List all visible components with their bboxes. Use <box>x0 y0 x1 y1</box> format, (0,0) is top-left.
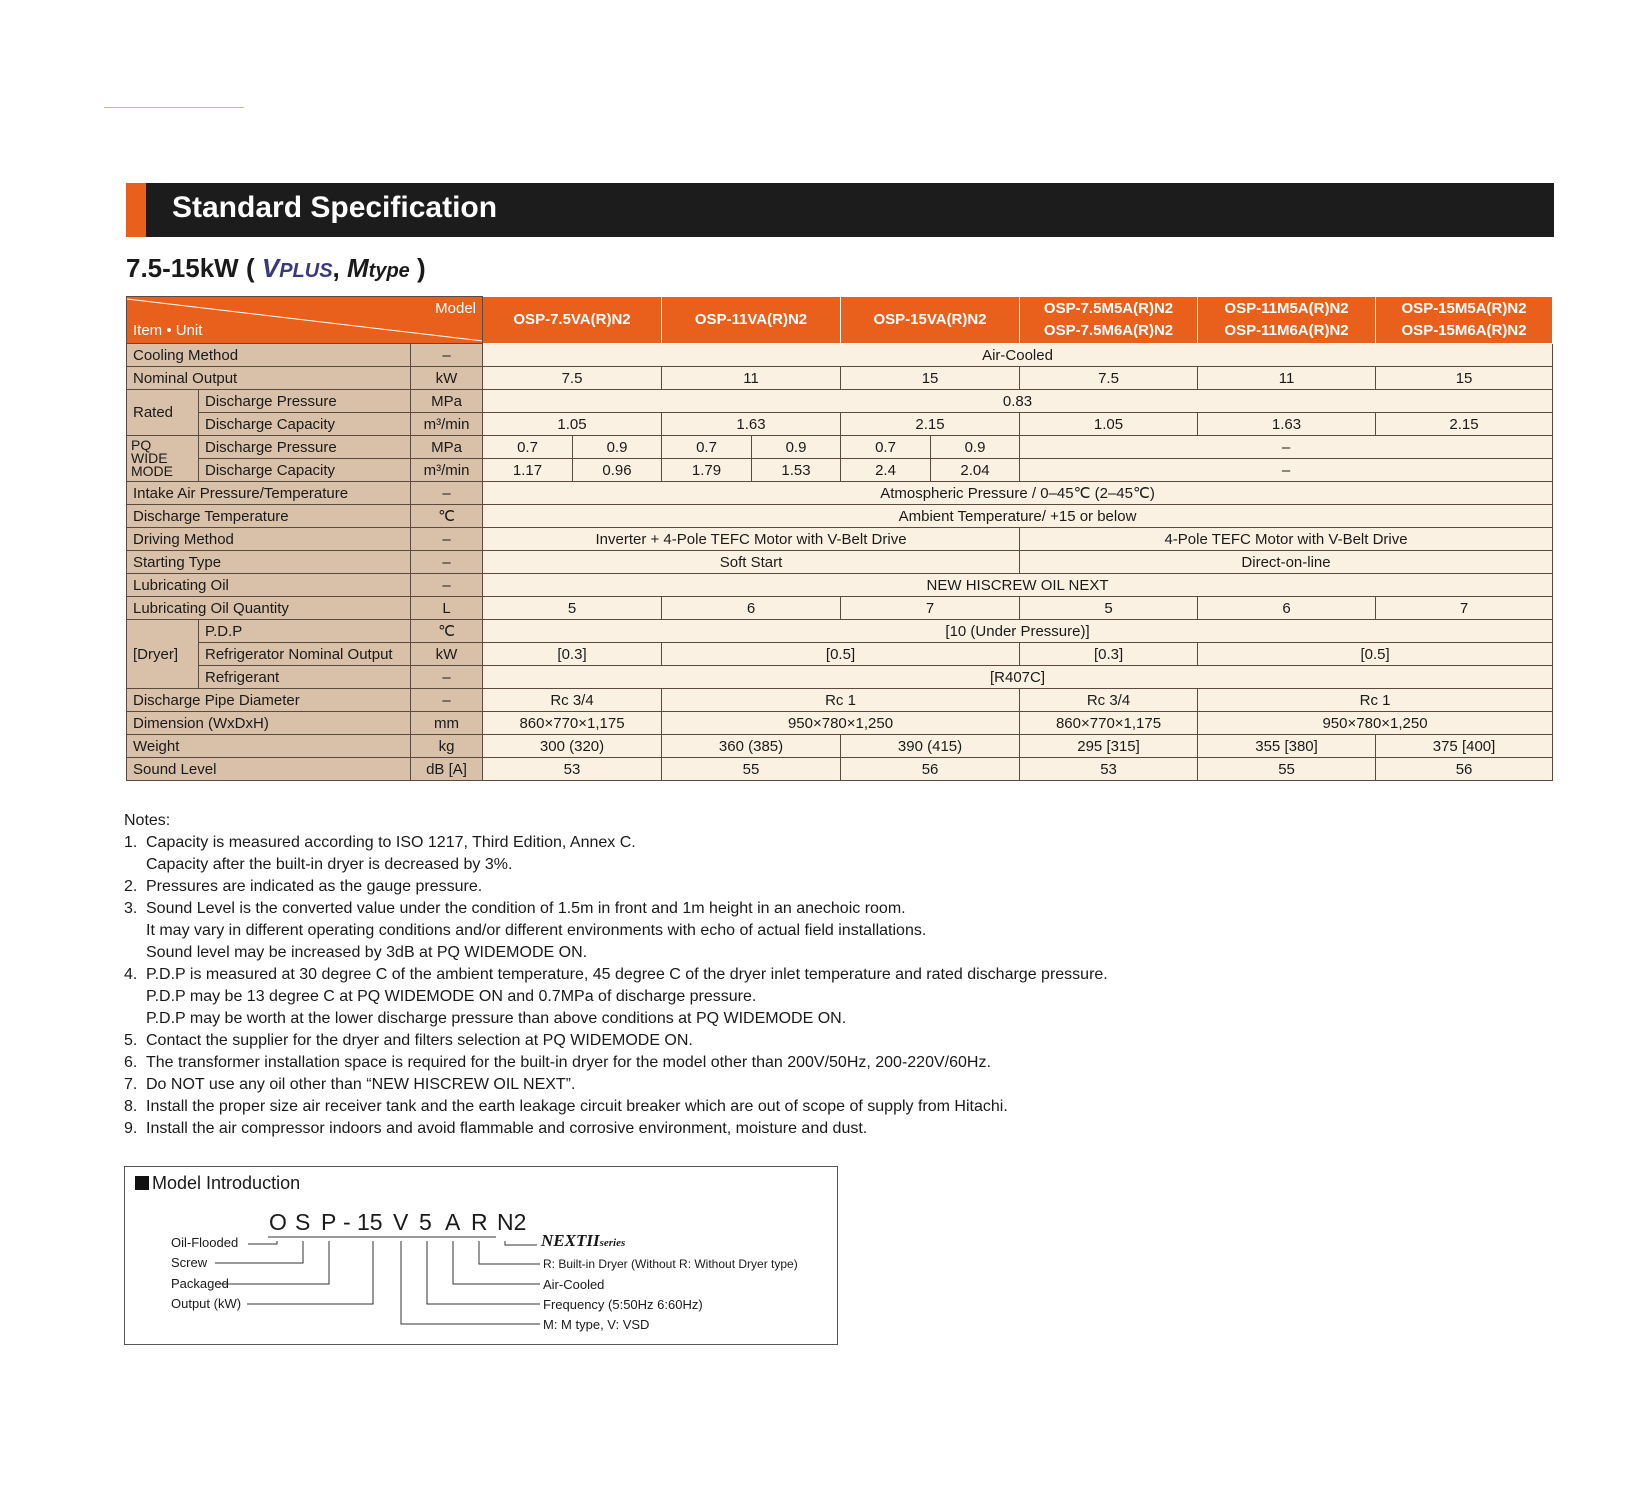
cell-value: 0.7 <box>483 436 573 459</box>
note-line: P.D.P may be 13 degree C at PQ WIDEMODE ON and 0.7MPa of discharge pressure. <box>146 988 757 1005</box>
row-label: Cooling Method <box>127 344 411 367</box>
note-item: 5. Contact the supplier for the dryer and filters selection at PQ WIDEMODE ON. <box>124 1032 693 1049</box>
cell-value: 0.9 <box>931 436 1020 459</box>
code-label-right: R: Built-in Dryer (Without R: Without Dryer type) <box>543 1257 798 1271</box>
cell-value: 2.15 <box>1376 413 1553 436</box>
corner-item-label: Item • Unit <box>133 322 203 339</box>
cell-value: Ambient Temperature/ +15 or below <box>483 505 1553 528</box>
corner-cell <box>127 297 483 344</box>
group-label-dryer: [Dryer] <box>127 620 199 689</box>
cell-value: 1.53 <box>752 459 841 482</box>
row-unit: ℃ <box>411 620 483 643</box>
row-label: Lubricating Oil Quantity <box>127 597 411 620</box>
table-row <box>127 344 1553 367</box>
mtype-logo: Mtype <box>347 253 410 283</box>
note-item: 4. P.D.P is measured at 30 degree C of the ambient temperature, 45 degree C of the dryer inlet temperature and rated discharge pressure. <box>124 966 1108 983</box>
cell-value: 950×780×1,250 <box>662 712 1020 735</box>
code-char: V <box>393 1209 409 1235</box>
row-label: Refrigerator Nominal Output <box>199 643 411 666</box>
cell-value: Inverter + 4-Pole TEFC Motor with V-Belt Drive <box>483 528 1020 551</box>
cell-value: 5 <box>1020 597 1198 620</box>
cell-value: 6 <box>1198 597 1376 620</box>
cell-value: – <box>1020 459 1553 482</box>
table-row <box>127 367 1553 390</box>
cell-value: 1.63 <box>662 413 841 436</box>
row-label: Discharge Temperature <box>127 505 411 528</box>
note-line: It may vary in different operating conditions and/or different environments with echo of actual field installations. <box>146 922 927 939</box>
cell-value: 53 <box>1020 758 1198 781</box>
cell-value: 950×780×1,250 <box>1198 712 1553 735</box>
code-label-left: Oil-Flooded <box>171 1235 239 1250</box>
cell-value: 53 <box>483 758 662 781</box>
note-item: 1. Capacity is measured according to ISO 1217, Third Edition, Annex C. <box>124 834 636 851</box>
cell-value: [10 (Under Pressure)] <box>483 620 1553 643</box>
row-unit: – <box>411 689 483 712</box>
cell-value: 7 <box>1376 597 1553 620</box>
table-row <box>127 643 1553 666</box>
cell-value: 0.83 <box>483 390 1553 413</box>
cell-value: 15 <box>1376 367 1553 390</box>
row-unit: – <box>411 528 483 551</box>
row-label: Nominal Output <box>127 367 411 390</box>
cell-value: 6 <box>662 597 841 620</box>
table-row <box>127 597 1553 620</box>
section-title: Standard Specification <box>172 191 498 224</box>
note-item: 6. The transformer installation space is required for the built-in dryer for the model other than 200V/50Hz, 200-220V/60Hz. <box>124 1054 991 1071</box>
notes-title: Notes: <box>124 812 171 829</box>
cell-value: 355 [380] <box>1198 735 1376 758</box>
corner-model-label: Model <box>435 300 477 317</box>
cell-value: 0.9 <box>573 436 662 459</box>
row-label: Discharge Capacity <box>199 413 411 436</box>
row-label: Refrigerant <box>199 666 411 689</box>
code-char: O <box>269 1209 287 1235</box>
table-row <box>127 482 1553 505</box>
cell-value: [0.3] <box>1020 643 1198 666</box>
table-row <box>127 436 1553 459</box>
subtitle-prefix: 7.5-15kW ( <box>126 253 255 283</box>
cell-value: 390 (415) <box>841 735 1020 758</box>
model-header: OSP-7.5VA(R)N2 <box>483 297 662 344</box>
row-label: P.D.P <box>199 620 411 643</box>
row-label: Driving Method <box>127 528 411 551</box>
cell-value: 7.5 <box>1020 367 1198 390</box>
cell-value: Rc 3/4 <box>483 689 662 712</box>
table-row <box>127 528 1553 551</box>
code-char: P <box>321 1209 337 1235</box>
cell-value: 860×770×1,175 <box>483 712 662 735</box>
row-unit: kW <box>411 367 483 390</box>
cell-value: Atmospheric Pressure / 0–45℃ (2–45℃) <box>483 482 1553 505</box>
model-header: OSP-15VA(R)N2 <box>841 297 1020 344</box>
subtitle-suffix: ) <box>417 253 426 283</box>
subtitle-comma: , <box>332 253 340 283</box>
code-label-right: Frequency (5:50Hz 6:60Hz) <box>543 1297 703 1312</box>
table-row <box>127 758 1553 781</box>
code-char: A <box>445 1209 461 1235</box>
cell-value: 4-Pole TEFC Motor with V-Belt Drive <box>1020 528 1553 551</box>
row-unit: mm <box>411 712 483 735</box>
cell-value: 2.04 <box>931 459 1020 482</box>
vplus-logo: VPLUS <box>261 253 333 283</box>
row-label: Discharge Pipe Diameter <box>127 689 411 712</box>
cell-value: 55 <box>1198 758 1376 781</box>
next-series-logo: NEXTIIseries <box>541 1231 626 1250</box>
row-unit: – <box>411 344 483 367</box>
row-label: Discharge Pressure <box>199 436 411 459</box>
note-item: 9. Install the air compressor indoors and avoid flammable and corrosive environment, moisture and dust. <box>124 1120 868 1137</box>
table-row <box>127 712 1553 735</box>
row-unit: – <box>411 574 483 597</box>
row-unit: L <box>411 597 483 620</box>
title-accent <box>126 183 146 237</box>
note-line: P.D.P may be worth at the lower discharge pressure than above conditions at PQ WIDEMODE ON. <box>146 1010 847 1027</box>
cell-value: Rc 1 <box>1198 689 1553 712</box>
row-label: Starting Type <box>127 551 411 574</box>
cell-value: 56 <box>1376 758 1553 781</box>
row-unit: ℃ <box>411 505 483 528</box>
note-item: 3. Sound Level is the converted value under the condition of 1.5m in front and 1m height in an anechoic room. <box>124 900 906 917</box>
code-label-right: Air-Cooled <box>543 1277 605 1292</box>
row-unit: MPa <box>411 390 483 413</box>
cell-value: [R407C] <box>483 666 1553 689</box>
table-row <box>127 505 1553 528</box>
cell-value: 360 (385) <box>662 735 841 758</box>
code-label-left: Packaged <box>171 1276 229 1291</box>
row-unit: kW <box>411 643 483 666</box>
cell-value: 2.15 <box>841 413 1020 436</box>
table-row <box>127 390 1553 413</box>
table-row <box>127 620 1553 643</box>
row-unit: MPa <box>411 436 483 459</box>
cell-value: NEW HISCREW OIL NEXT <box>483 574 1553 597</box>
row-label: Discharge Capacity <box>199 459 411 482</box>
row-unit: – <box>411 666 483 689</box>
table-row <box>127 459 1553 482</box>
cell-value: 0.7 <box>841 436 931 459</box>
cell-value: 1.05 <box>1020 413 1198 436</box>
subtitle <box>126 253 426 284</box>
cell-value: 7 <box>841 597 1020 620</box>
cell-value: 860×770×1,175 <box>1020 712 1198 735</box>
note-item: 7. Do NOT use any oil other than “NEW HISCREW OIL NEXT”. <box>124 1076 576 1093</box>
row-unit: kg <box>411 735 483 758</box>
row-label: Discharge Pressure <box>199 390 411 413</box>
cell-value: 7.5 <box>483 367 662 390</box>
spec-table <box>126 296 1553 781</box>
code-char: - <box>343 1209 351 1235</box>
model-header: OSP-7.5M5A(R)N2 OSP-7.5M6A(R)N2 <box>1020 297 1198 344</box>
cell-value: 1.63 <box>1198 413 1376 436</box>
table-row <box>127 551 1553 574</box>
row-label: Weight <box>127 735 411 758</box>
row-unit: m³/min <box>411 459 483 482</box>
row-unit: – <box>411 551 483 574</box>
cell-value: – <box>1020 436 1553 459</box>
cell-value: 55 <box>662 758 841 781</box>
row-label: Sound Level <box>127 758 411 781</box>
model-introduction-title: Model Introduction <box>135 1173 300 1194</box>
cell-value: 300 (320) <box>483 735 662 758</box>
row-unit: dB [A] <box>411 758 483 781</box>
note-item: 2. Pressures are indicated as the gauge pressure. <box>124 878 483 895</box>
cell-value: 1.05 <box>483 413 662 436</box>
cell-value: 1.17 <box>483 459 573 482</box>
code-char: 5 <box>419 1209 432 1235</box>
cell-value: 1.79 <box>662 459 752 482</box>
cell-value: [0.5] <box>1198 643 1553 666</box>
row-label: Lubricating Oil <box>127 574 411 597</box>
cell-value: Rc 1 <box>662 689 1020 712</box>
table-row <box>127 574 1553 597</box>
cell-value: 0.9 <box>752 436 841 459</box>
cell-value: 11 <box>1198 367 1376 390</box>
cell-value: 11 <box>662 367 841 390</box>
model-header: OSP-11M5A(R)N2 OSP-11M6A(R)N2 <box>1198 297 1376 344</box>
code-char: 15 <box>357 1209 383 1235</box>
top-rule <box>104 107 244 108</box>
cell-value: Rc 3/4 <box>1020 689 1198 712</box>
note-item: 8. Install the proper size air receiver tank and the earth leakage circuit breaker which are out of scope of supply from Hitachi. <box>124 1098 1008 1115</box>
table-row <box>127 666 1553 689</box>
header-row <box>127 297 1553 344</box>
code-char: R <box>471 1209 488 1235</box>
cell-value: Soft Start <box>483 551 1020 574</box>
cell-value: [0.3] <box>483 643 662 666</box>
cell-value: 0.7 <box>662 436 752 459</box>
cell-value: Direct-on-line <box>1020 551 1553 574</box>
row-unit: m³/min <box>411 413 483 436</box>
group-label-pq-wide-mode: PQ WIDE MODE <box>127 436 199 482</box>
notes-section <box>124 810 1108 1140</box>
note-line: Capacity after the built-in dryer is decreased by 3%. <box>146 856 513 873</box>
group-label-rated: Rated <box>127 390 199 436</box>
code-label-right: M: M type, V: VSD <box>543 1317 650 1332</box>
code-label-left: Screw <box>171 1255 208 1270</box>
cell-value: 56 <box>841 758 1020 781</box>
code-char: S <box>295 1209 311 1235</box>
cell-value: 2.4 <box>841 459 931 482</box>
connector-lines <box>125 1167 837 1344</box>
cell-value: 15 <box>841 367 1020 390</box>
table-row <box>127 689 1553 712</box>
row-label: Intake Air Pressure/Temperature <box>127 482 411 505</box>
row-label: Dimension (WxDxH) <box>127 712 411 735</box>
model-introduction-box <box>124 1166 838 1345</box>
model-header: OSP-11VA(R)N2 <box>662 297 841 344</box>
table-row <box>127 735 1553 758</box>
cell-value: 5 <box>483 597 662 620</box>
cell-value: [0.5] <box>662 643 1020 666</box>
cell-value: Air-Cooled <box>483 344 1553 367</box>
table-row <box>127 413 1553 436</box>
code-label-left: Output (kW) <box>171 1296 242 1311</box>
cell-value: 375 [400] <box>1376 735 1553 758</box>
cell-value: 0.96 <box>573 459 662 482</box>
model-header: OSP-15M5A(R)N2 OSP-15M6A(R)N2 <box>1376 297 1553 344</box>
note-line: Sound level may be increased by 3dB at PQ WIDEMODE ON. <box>146 944 588 961</box>
section-title-bar <box>126 183 1554 237</box>
row-unit: – <box>411 482 483 505</box>
cell-value: 295 [315] <box>1020 735 1198 758</box>
code-char: N2 <box>497 1209 527 1235</box>
